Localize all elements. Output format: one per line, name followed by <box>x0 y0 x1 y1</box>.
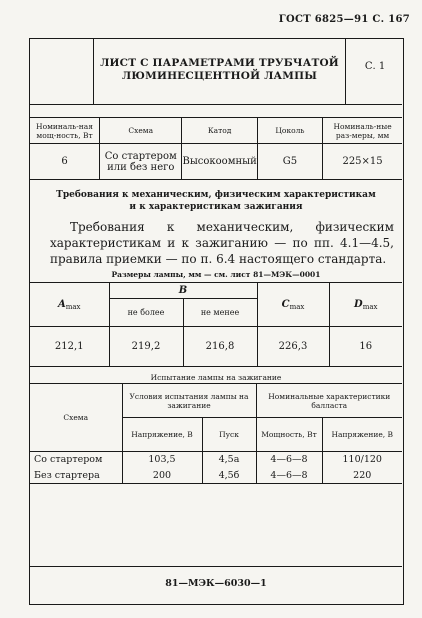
sheet-title <box>96 57 343 83</box>
header-dimensions: Номиналь-ные раз-меры, мм <box>323 118 402 144</box>
row1-start: 4,5а <box>202 452 256 468</box>
col-b-header: B <box>109 283 257 299</box>
col-b-max-header: не более <box>109 299 183 327</box>
col-d-header: Dmax <box>329 283 402 327</box>
col-voltage-header: Напряжение, В <box>122 418 202 452</box>
col-scheme-header: Схема <box>30 384 122 452</box>
section-heading <box>30 189 402 213</box>
requirements-paragraph <box>50 219 394 267</box>
group-conditions-header: Условия испытания лампы на зажигание <box>122 384 256 418</box>
col-c-header: Cmax <box>257 283 329 327</box>
cell-b-min: 216,8 <box>183 327 257 367</box>
row2-scheme: Без стартера <box>30 468 122 484</box>
lamp-summary-table <box>30 117 402 180</box>
cell-cathode: Высокоомный <box>182 144 257 180</box>
col-b-min-header: не менее <box>183 299 257 327</box>
lamp-dimensions-table <box>30 282 402 367</box>
table-row <box>30 452 402 468</box>
sheet-title-line2: ЛЮМИНЕСЦЕНТНОЙ ЛАМПЫ <box>121 70 318 82</box>
cell-a-max: 212,1 <box>30 327 109 367</box>
requirements-text: Требования к механическим, физическим характеристикам и к зажиганию — по пп. 4.1—4.5, правила приемки — по п. 6.4 настоящего стандарта. <box>50 220 394 266</box>
sheet-footer: 81—МЭК—6030—1 <box>30 566 402 604</box>
dimensions-caption: Размеры лампы, мм — см. лист 81—МЭК—0001 <box>111 270 321 279</box>
cell-b-max: 219,2 <box>109 327 183 367</box>
row1-scheme: Со стартером <box>30 452 122 468</box>
header-power: Номиналь-ная мощ-ность, Вт <box>30 118 100 144</box>
header-scheme: Схема <box>100 118 182 144</box>
row2-power: 4—6—8 <box>256 468 322 484</box>
col-a-header: Amax <box>30 283 109 327</box>
row1-power: 4—6—8 <box>256 452 322 468</box>
sheet-title-line1: ЛИСТ С ПАРАМЕТРАМИ ТРУБЧАТОЙ <box>100 57 339 69</box>
col-power-header: Мощность, Вт <box>256 418 322 452</box>
cell-c-max: 226,3 <box>257 327 329 367</box>
section-heading-line2: и к характеристикам зажигания <box>129 202 303 212</box>
col-voltage2-header: Напряжение, В <box>322 418 402 452</box>
cell-scheme: Со стартером или без него <box>100 144 182 180</box>
col-start-header: Пуск <box>202 418 256 452</box>
row2-voltage: 200 <box>122 468 202 484</box>
row2-ballast-voltage: 220 <box>322 468 402 484</box>
cell-power: 6 <box>30 144 100 180</box>
cell-dimensions: 225×15 <box>323 144 402 180</box>
cell-d-max: 16 <box>329 327 402 367</box>
ignition-test-table <box>30 383 402 484</box>
row1-voltage: 103,5 <box>122 452 202 468</box>
ignition-caption: Испытание лампы на зажигание <box>150 373 282 382</box>
row1-ballast-voltage: 110/120 <box>322 452 402 468</box>
section-heading-line1: Требования к механическим, физическим характеристикам <box>56 190 376 200</box>
sheet-frame <box>29 38 404 605</box>
sheet-page-number: С. 1 <box>364 61 386 72</box>
group-ballast-header: Номинальные характеристики балласта <box>256 384 402 418</box>
row2-start: 4,5б <box>202 468 256 484</box>
page-header: ГОСТ 6825—91 С. 167 <box>278 14 410 25</box>
table-row <box>30 468 402 484</box>
header-cathode: Катод <box>182 118 257 144</box>
cell-base: G5 <box>257 144 322 180</box>
title-block <box>30 39 402 105</box>
header-base: Цоколь <box>257 118 322 144</box>
